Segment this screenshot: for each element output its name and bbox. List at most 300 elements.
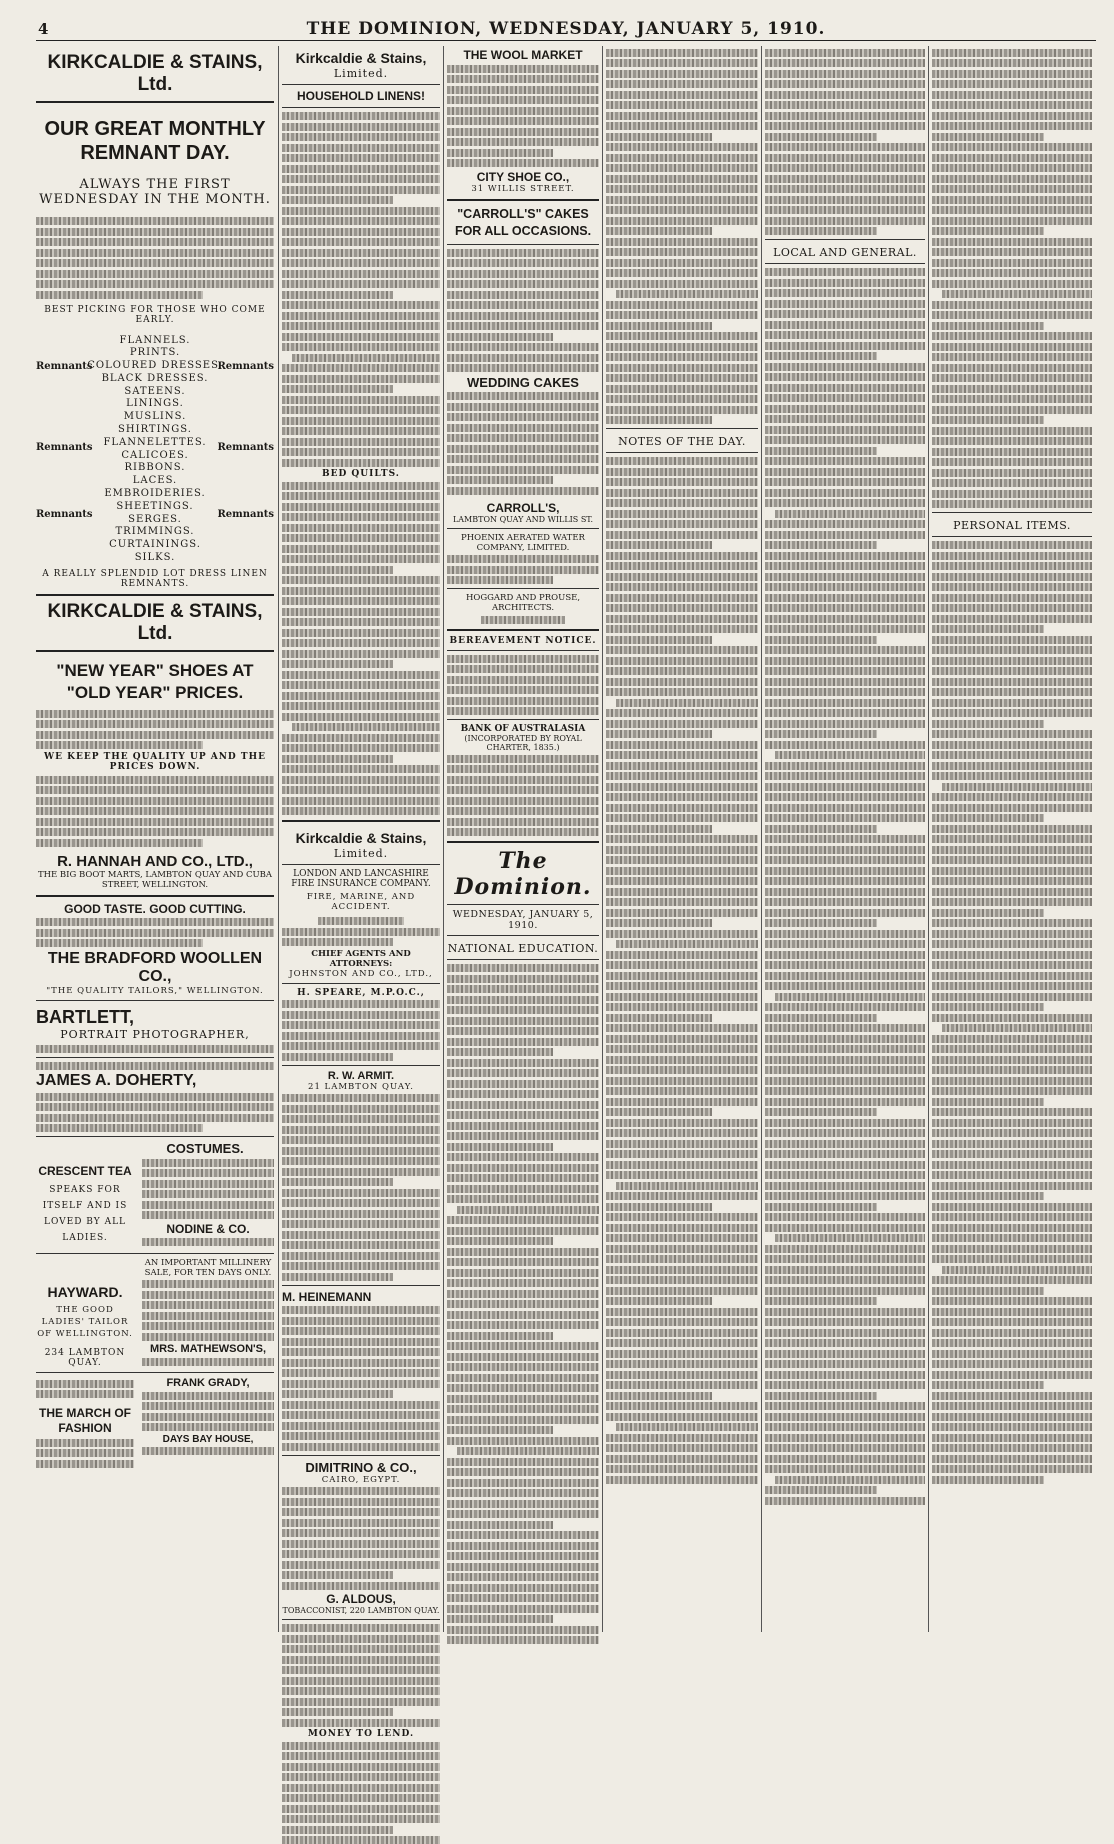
text-line <box>447 280 599 288</box>
text-line <box>447 476 553 484</box>
text-line <box>932 364 1092 372</box>
text-line <box>282 608 440 616</box>
text-line <box>765 1224 925 1232</box>
text-line <box>765 468 925 476</box>
text-line <box>282 671 440 679</box>
text-line <box>606 1476 758 1484</box>
text-line <box>765 154 925 162</box>
text-line <box>765 1098 925 1106</box>
text-line <box>932 961 1092 969</box>
text-line <box>606 1297 712 1305</box>
text-line <box>765 227 877 235</box>
text-line <box>765 730 877 738</box>
text-line <box>932 615 1092 623</box>
text-line <box>606 1098 758 1106</box>
text-line <box>606 1402 758 1410</box>
text-line <box>447 828 599 836</box>
text-line <box>282 165 440 173</box>
text-line <box>765 363 925 371</box>
text-line <box>447 1048 553 1056</box>
text-line <box>606 311 758 319</box>
text-line <box>447 1615 553 1623</box>
text-line <box>282 1498 440 1506</box>
text-line <box>932 762 1092 770</box>
text-line <box>282 1199 440 1207</box>
text-line <box>606 835 758 843</box>
text-line <box>765 709 925 717</box>
text-line <box>447 1363 599 1371</box>
text-line <box>765 373 925 381</box>
text-line <box>282 1115 440 1123</box>
text-line <box>447 1384 599 1392</box>
text-line <box>765 741 925 749</box>
text-line <box>282 1348 440 1356</box>
text-line <box>765 1444 925 1452</box>
text-line <box>765 1014 877 1022</box>
text-line <box>606 1287 758 1295</box>
text-line <box>457 1447 599 1455</box>
text-line <box>606 1455 758 1463</box>
text-line <box>765 478 925 486</box>
text-line <box>765 405 925 413</box>
text-line <box>447 138 599 146</box>
text-line <box>765 175 925 183</box>
local-and-general-heading: LOCAL AND GENERAL. <box>773 246 917 259</box>
text-line <box>932 154 1092 162</box>
text-line <box>932 1056 1092 1064</box>
text-line <box>932 112 1092 120</box>
text-line <box>282 765 440 773</box>
text-line <box>282 448 440 456</box>
text-line <box>447 1300 599 1308</box>
text-line <box>765 867 925 875</box>
text-line <box>282 1432 440 1440</box>
text-line <box>775 1234 925 1242</box>
text-line <box>765 384 925 392</box>
bank-sub: (INCORPORATED BY ROYAL CHARTER, 1835.) <box>464 734 582 752</box>
text-line <box>932 1213 1092 1221</box>
text-line <box>765 164 925 172</box>
text-line <box>447 1237 553 1245</box>
bereavement-heading: BEREAVEMENT NOTICE. <box>449 635 597 646</box>
text-line <box>606 70 758 78</box>
text-line <box>447 96 599 104</box>
text-line <box>282 1571 393 1579</box>
text-line <box>765 1150 925 1158</box>
text-line <box>282 1836 440 1844</box>
text-line <box>932 1150 1092 1158</box>
remnant-item: FLANNELS. <box>119 334 191 346</box>
text-line <box>282 1677 440 1685</box>
text-line <box>606 1360 758 1368</box>
aldous-sub: TOBACCONIST, 220 LAMBTON QUAY. <box>282 1606 440 1615</box>
text-line <box>282 597 440 605</box>
text-line <box>765 636 877 644</box>
text-line <box>282 1487 440 1495</box>
text-line <box>606 457 758 465</box>
text-line <box>282 1815 440 1823</box>
text-line <box>765 133 877 141</box>
text-line <box>765 70 925 78</box>
text-line <box>447 655 599 663</box>
text-line <box>606 688 758 696</box>
armit-heading: R. W. ARMIT. <box>327 1069 395 1082</box>
text-line <box>282 1359 440 1367</box>
text-line <box>606 541 712 549</box>
text-line <box>606 154 758 162</box>
text-line <box>282 396 440 404</box>
text-line <box>932 993 1092 1001</box>
text-line <box>282 280 440 288</box>
text-line <box>282 175 440 183</box>
remnant-item: CURTAININGS. <box>109 539 201 551</box>
text-line <box>447 455 599 463</box>
text-line <box>282 755 393 763</box>
text-line <box>932 552 1092 560</box>
text-line <box>282 1338 440 1346</box>
remnant-item: LININGS. <box>126 398 184 410</box>
text-line <box>606 332 758 340</box>
text-line <box>765 804 925 812</box>
text-line <box>765 678 925 686</box>
text-line <box>765 961 925 969</box>
text-line <box>447 807 599 815</box>
text-line <box>282 1550 440 1558</box>
text-line <box>447 1269 599 1277</box>
text-line <box>447 1479 599 1487</box>
text-line <box>606 1266 758 1274</box>
text-line <box>447 1626 599 1634</box>
kirkcaldie-heading: KIRKCALDIE & STAINS, Ltd. <box>47 52 263 95</box>
text-line <box>606 1014 712 1022</box>
carrolls-heading: CARROLL'S, <box>486 500 560 515</box>
text-line <box>932 217 1092 225</box>
column-rule <box>278 46 279 1632</box>
text-line <box>282 112 440 120</box>
text-line <box>932 343 1092 351</box>
text-line <box>765 667 925 675</box>
text-line <box>606 1381 758 1389</box>
text-line <box>447 1059 599 1067</box>
text-line <box>282 364 440 372</box>
personal-items-heading: PERSONAL ITEMS. <box>953 519 1071 532</box>
remnants-label: Remnants <box>36 441 93 453</box>
hayward-address: 234 LAMBTON QUAY. <box>44 1347 126 1368</box>
text-line <box>932 1276 1092 1284</box>
text-line <box>765 982 925 990</box>
text-line <box>765 1045 925 1053</box>
text-line <box>606 489 758 497</box>
text-line <box>765 793 925 801</box>
text-line <box>932 322 1044 330</box>
text-line <box>447 1552 599 1560</box>
text-line <box>616 940 758 948</box>
text-line <box>282 322 440 330</box>
text-line <box>606 804 758 812</box>
text-line <box>282 1210 440 1218</box>
text-line <box>447 1573 599 1581</box>
text-line <box>606 1087 758 1095</box>
text-line <box>447 434 599 442</box>
text-line <box>932 1077 1092 1085</box>
text-line <box>932 888 1092 896</box>
text-line <box>447 1458 599 1466</box>
text-line <box>606 1203 712 1211</box>
column-rule <box>928 46 929 1632</box>
text-line <box>932 133 1044 141</box>
heinemann-heading: M. HEINEMANN <box>282 1289 372 1304</box>
text-line <box>932 1465 1092 1473</box>
text-line <box>765 1360 925 1368</box>
text-line <box>932 541 1092 549</box>
text-line <box>282 1784 440 1792</box>
text-line <box>282 249 440 257</box>
text-line <box>765 217 925 225</box>
national-education-heading: NATIONAL EDUCATION. <box>447 942 599 955</box>
text-line <box>932 259 1092 267</box>
text-line <box>282 1178 393 1186</box>
text-line <box>447 128 599 136</box>
shoes-heading: "NEW YEAR" SHOES AT "OLD YEAR" PRICES. <box>56 660 254 702</box>
text-line <box>606 751 758 759</box>
text-line <box>282 1742 440 1750</box>
text-line <box>447 1174 599 1182</box>
text-line <box>606 374 758 382</box>
text-line <box>606 1150 758 1158</box>
text-line <box>282 534 440 542</box>
text-line <box>282 503 440 511</box>
text-line <box>282 1540 440 1548</box>
text-line <box>932 1287 1044 1295</box>
text-line <box>447 1017 599 1025</box>
text-line <box>282 692 440 700</box>
text-line <box>765 1108 877 1116</box>
text-line <box>606 1413 758 1421</box>
text-line <box>606 59 758 67</box>
text-line <box>765 835 925 843</box>
text-line <box>606 1056 758 1064</box>
text-line <box>765 520 925 528</box>
text-line <box>447 487 599 495</box>
nodine-heading: NODINE & CO. <box>166 1221 250 1236</box>
text-line <box>765 1392 877 1400</box>
text-line <box>765 1350 925 1358</box>
text-line <box>932 646 1092 654</box>
text-line <box>447 786 599 794</box>
text-line <box>765 1161 925 1169</box>
text-line <box>606 961 758 969</box>
text-line <box>942 1024 1092 1032</box>
text-line <box>932 1140 1092 1148</box>
text-line <box>765 1203 877 1211</box>
text-line <box>932 196 1092 204</box>
text-line <box>606 793 758 801</box>
text-line <box>606 499 758 507</box>
the-dominion-title: The Dominion. <box>454 848 592 900</box>
text-line <box>932 385 1092 393</box>
text-line <box>447 1195 599 1203</box>
text-line <box>282 681 440 689</box>
text-line <box>447 1416 599 1424</box>
johnston-co: JOHNSTON AND CO., LTD., <box>289 968 433 979</box>
text-line <box>606 1045 758 1053</box>
text-line <box>765 1455 925 1463</box>
text-line <box>282 1252 440 1260</box>
text-line <box>282 1105 440 1113</box>
text-line <box>765 289 925 297</box>
text-line <box>765 1035 925 1043</box>
text-line <box>447 1101 599 1109</box>
text-line <box>606 615 758 623</box>
doherty-heading: JAMES A. DOHERTY, <box>36 1072 197 1090</box>
text-line <box>447 1510 599 1518</box>
text-line <box>932 1087 1092 1095</box>
text-line <box>606 562 758 570</box>
text-line <box>932 416 1044 424</box>
text-line <box>765 206 925 214</box>
text-line <box>932 657 1092 665</box>
text-line <box>932 1035 1092 1043</box>
text-line <box>932 437 1092 445</box>
text-line <box>765 604 925 612</box>
text-line <box>606 416 712 424</box>
text-line <box>932 804 1092 812</box>
text-line <box>765 1182 925 1190</box>
text-line <box>447 354 599 362</box>
column-rule <box>602 46 603 1632</box>
text-line <box>606 1444 758 1452</box>
text-line <box>282 1136 440 1144</box>
text-line <box>932 898 1092 906</box>
text-line <box>932 248 1092 256</box>
text-line <box>447 1132 599 1140</box>
text-line <box>765 1119 925 1127</box>
mathewson-heading: MRS. MATHEWSON'S, <box>149 1343 267 1356</box>
text-line <box>606 951 758 959</box>
text-line <box>282 270 440 278</box>
text-line <box>932 1339 1092 1347</box>
text-line <box>282 702 440 710</box>
text-line <box>282 1094 440 1102</box>
best-picking: BEST PICKING FOR THOSE WHO COME EARLY. <box>44 304 266 325</box>
text-line <box>932 982 1092 990</box>
text-line <box>447 996 599 1004</box>
text-line <box>932 70 1092 78</box>
text-line <box>932 1360 1092 1368</box>
text-line <box>606 1066 758 1074</box>
text-line <box>447 697 599 705</box>
text-line <box>447 1395 599 1403</box>
text-line <box>447 1164 599 1172</box>
text-line <box>932 1108 1092 1116</box>
text-line <box>282 291 393 299</box>
text-line <box>606 1339 758 1347</box>
text-line <box>932 856 1092 864</box>
text-line <box>765 877 925 885</box>
text-line <box>932 143 1092 151</box>
text-line <box>765 562 925 570</box>
text-line <box>606 164 758 172</box>
text-line <box>932 919 1092 927</box>
text-line <box>282 259 440 267</box>
text-line <box>282 776 440 784</box>
text-line <box>606 972 758 980</box>
text-line <box>606 646 758 654</box>
text-line <box>447 301 599 309</box>
text-line <box>932 1129 1092 1137</box>
text-line <box>765 552 925 560</box>
text-line <box>932 1476 1044 1484</box>
text-line <box>606 301 758 309</box>
remnant-item: COLOURED DRESSES. <box>87 360 223 372</box>
money-to-lend: MONEY TO LEND. <box>307 1729 415 1739</box>
text-line <box>765 447 877 455</box>
text-line <box>932 91 1092 99</box>
text-line <box>932 227 1044 235</box>
notes-of-the-day-heading: NOTES OF THE DAY. <box>618 435 746 448</box>
text-line <box>765 846 925 854</box>
text-line <box>606 1035 758 1043</box>
text-line <box>765 122 925 130</box>
hayward-heading: HAYWARD. <box>47 1283 123 1300</box>
text-line <box>282 1126 440 1134</box>
text-line <box>932 458 1092 466</box>
text-line <box>282 1317 440 1325</box>
text-line <box>447 364 599 372</box>
text-line <box>932 930 1092 938</box>
remnant-item: SILKS. <box>134 552 176 564</box>
text-line <box>606 101 758 109</box>
text-line <box>606 657 758 665</box>
text-line <box>606 1003 758 1011</box>
text-line <box>282 660 393 668</box>
text-line <box>282 123 440 131</box>
text-line <box>932 835 1092 843</box>
text-line <box>606 122 758 130</box>
text-line <box>932 772 1092 780</box>
text-line <box>765 1245 925 1253</box>
text-line <box>606 825 712 833</box>
text-line <box>447 755 599 763</box>
text-line <box>932 332 1092 340</box>
remnant-item: TRIMMINGS. <box>115 526 195 538</box>
text-line <box>606 1224 758 1232</box>
text-line <box>447 312 599 320</box>
text-line <box>447 1437 599 1445</box>
text-line <box>765 426 925 434</box>
text-line <box>932 940 1092 948</box>
text-line <box>606 1434 758 1442</box>
text-line <box>447 1636 599 1644</box>
text-line <box>447 1279 599 1287</box>
text-line <box>447 1500 599 1508</box>
text-line <box>932 59 1092 67</box>
text-line <box>282 217 440 225</box>
text-line <box>932 1423 1092 1431</box>
text-line <box>282 1687 440 1695</box>
text-line <box>765 1486 877 1494</box>
text-line <box>765 909 925 917</box>
text-line <box>765 279 925 287</box>
text-line <box>282 566 393 574</box>
text-line <box>775 751 925 759</box>
text-line <box>447 259 599 267</box>
text-line <box>606 814 758 822</box>
text-line <box>447 291 599 299</box>
text-line <box>606 1245 758 1253</box>
column-rule <box>443 46 444 1632</box>
text-line <box>282 482 440 490</box>
